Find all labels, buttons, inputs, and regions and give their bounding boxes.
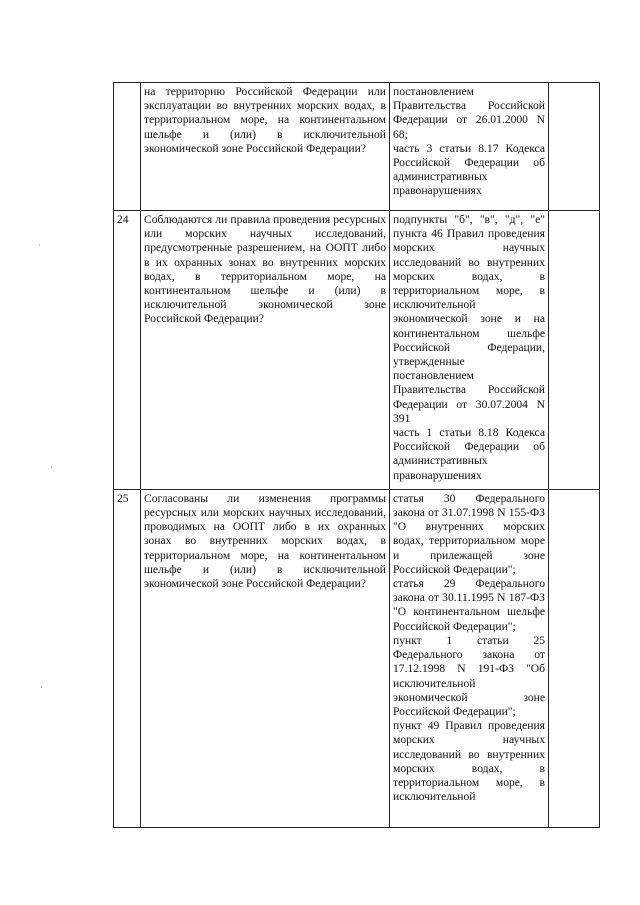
result-cell <box>549 83 600 211</box>
scan-speck: · <box>40 682 43 692</box>
table-row <box>114 211 600 490</box>
checklist-table <box>113 82 600 828</box>
scan-speck: · <box>38 240 41 250</box>
reference-item: подпункты "б", "в", "д", "е" пункта 46 Правил проведения морских научных исследований во внутренних морских водах, в территориальном море, в исключительной экономической зоне и на континентальном шельфе Российской Федерации, утвержденные постановлением Правительства Российской Федерации от 30.07.2004 N 391 <box>393 213 545 425</box>
row-number <box>114 83 141 211</box>
table-row <box>114 83 600 211</box>
question-cell: на территорию Российской Федерации или эксплуатации во внутренних морских водах, в территориальном море, на континентальном шельфе и (или) в исключительной экономической зоне Российской Федерации? <box>141 83 390 211</box>
reference-cell <box>390 211 549 490</box>
question-cell: Согласованы ли изменения программы ресурсных или морских научных исследований, проводимых на ООПТ либо в их охранных зонах во внутренних морских водах, в территориальном море, на континентальном шельфе и (или) в исключительной экономической зоне Российской Федерации? <box>141 489 390 827</box>
row-number: 24 <box>114 211 141 490</box>
reference-item: постановлением Правительства Российской Федерации от 26.01.2000 N 68; <box>393 85 545 141</box>
question-cell: Соблюдаются ли правила проведения ресурсных или морских научных исследований, предусмотренные разрешением, на ООПТ либо в их охранных зонах во внутренних морских водах, в территориальном море, на континентальном шельфе и (или) в исключительной экономической зоне Российской Федерации? <box>141 211 390 490</box>
reference-cell <box>390 83 549 211</box>
result-cell <box>549 211 600 490</box>
result-cell <box>549 489 600 827</box>
reference-item: пункт 49 Правил проведения морских научных исследований во внутренних морских водах, в территориальном море, в исключительной <box>393 719 545 804</box>
table-row <box>114 489 600 827</box>
row-number: 25 <box>114 489 141 827</box>
reference-item: часть 1 статьи 8.18 Кодекса Российской Федерации об административных правонарушениях <box>393 426 545 482</box>
reference-item: статья 29 Федерального закона от 30.11.1995 N 187-ФЗ "О континентальном шельфе Российской Федерации"; <box>393 577 545 633</box>
reference-item: статья 30 Федерального закона от 31.07.1998 N 155-ФЗ "О внутренних морских водах, территориальном море и прилежащей зоне Российской Федерации"; <box>393 491 545 576</box>
reference-cell <box>390 489 549 827</box>
reference-item: часть 3 статьи 8.17 Кодекса Российской Федерации об административных правонарушениях <box>393 141 545 198</box>
scan-speck: · <box>50 462 53 472</box>
reference-item: пункт 1 статьи 25 Федерального закона от 17.12.1998 N 191-ФЗ "Об исключительной экономической зоне Российской Федерации"; <box>393 633 545 718</box>
